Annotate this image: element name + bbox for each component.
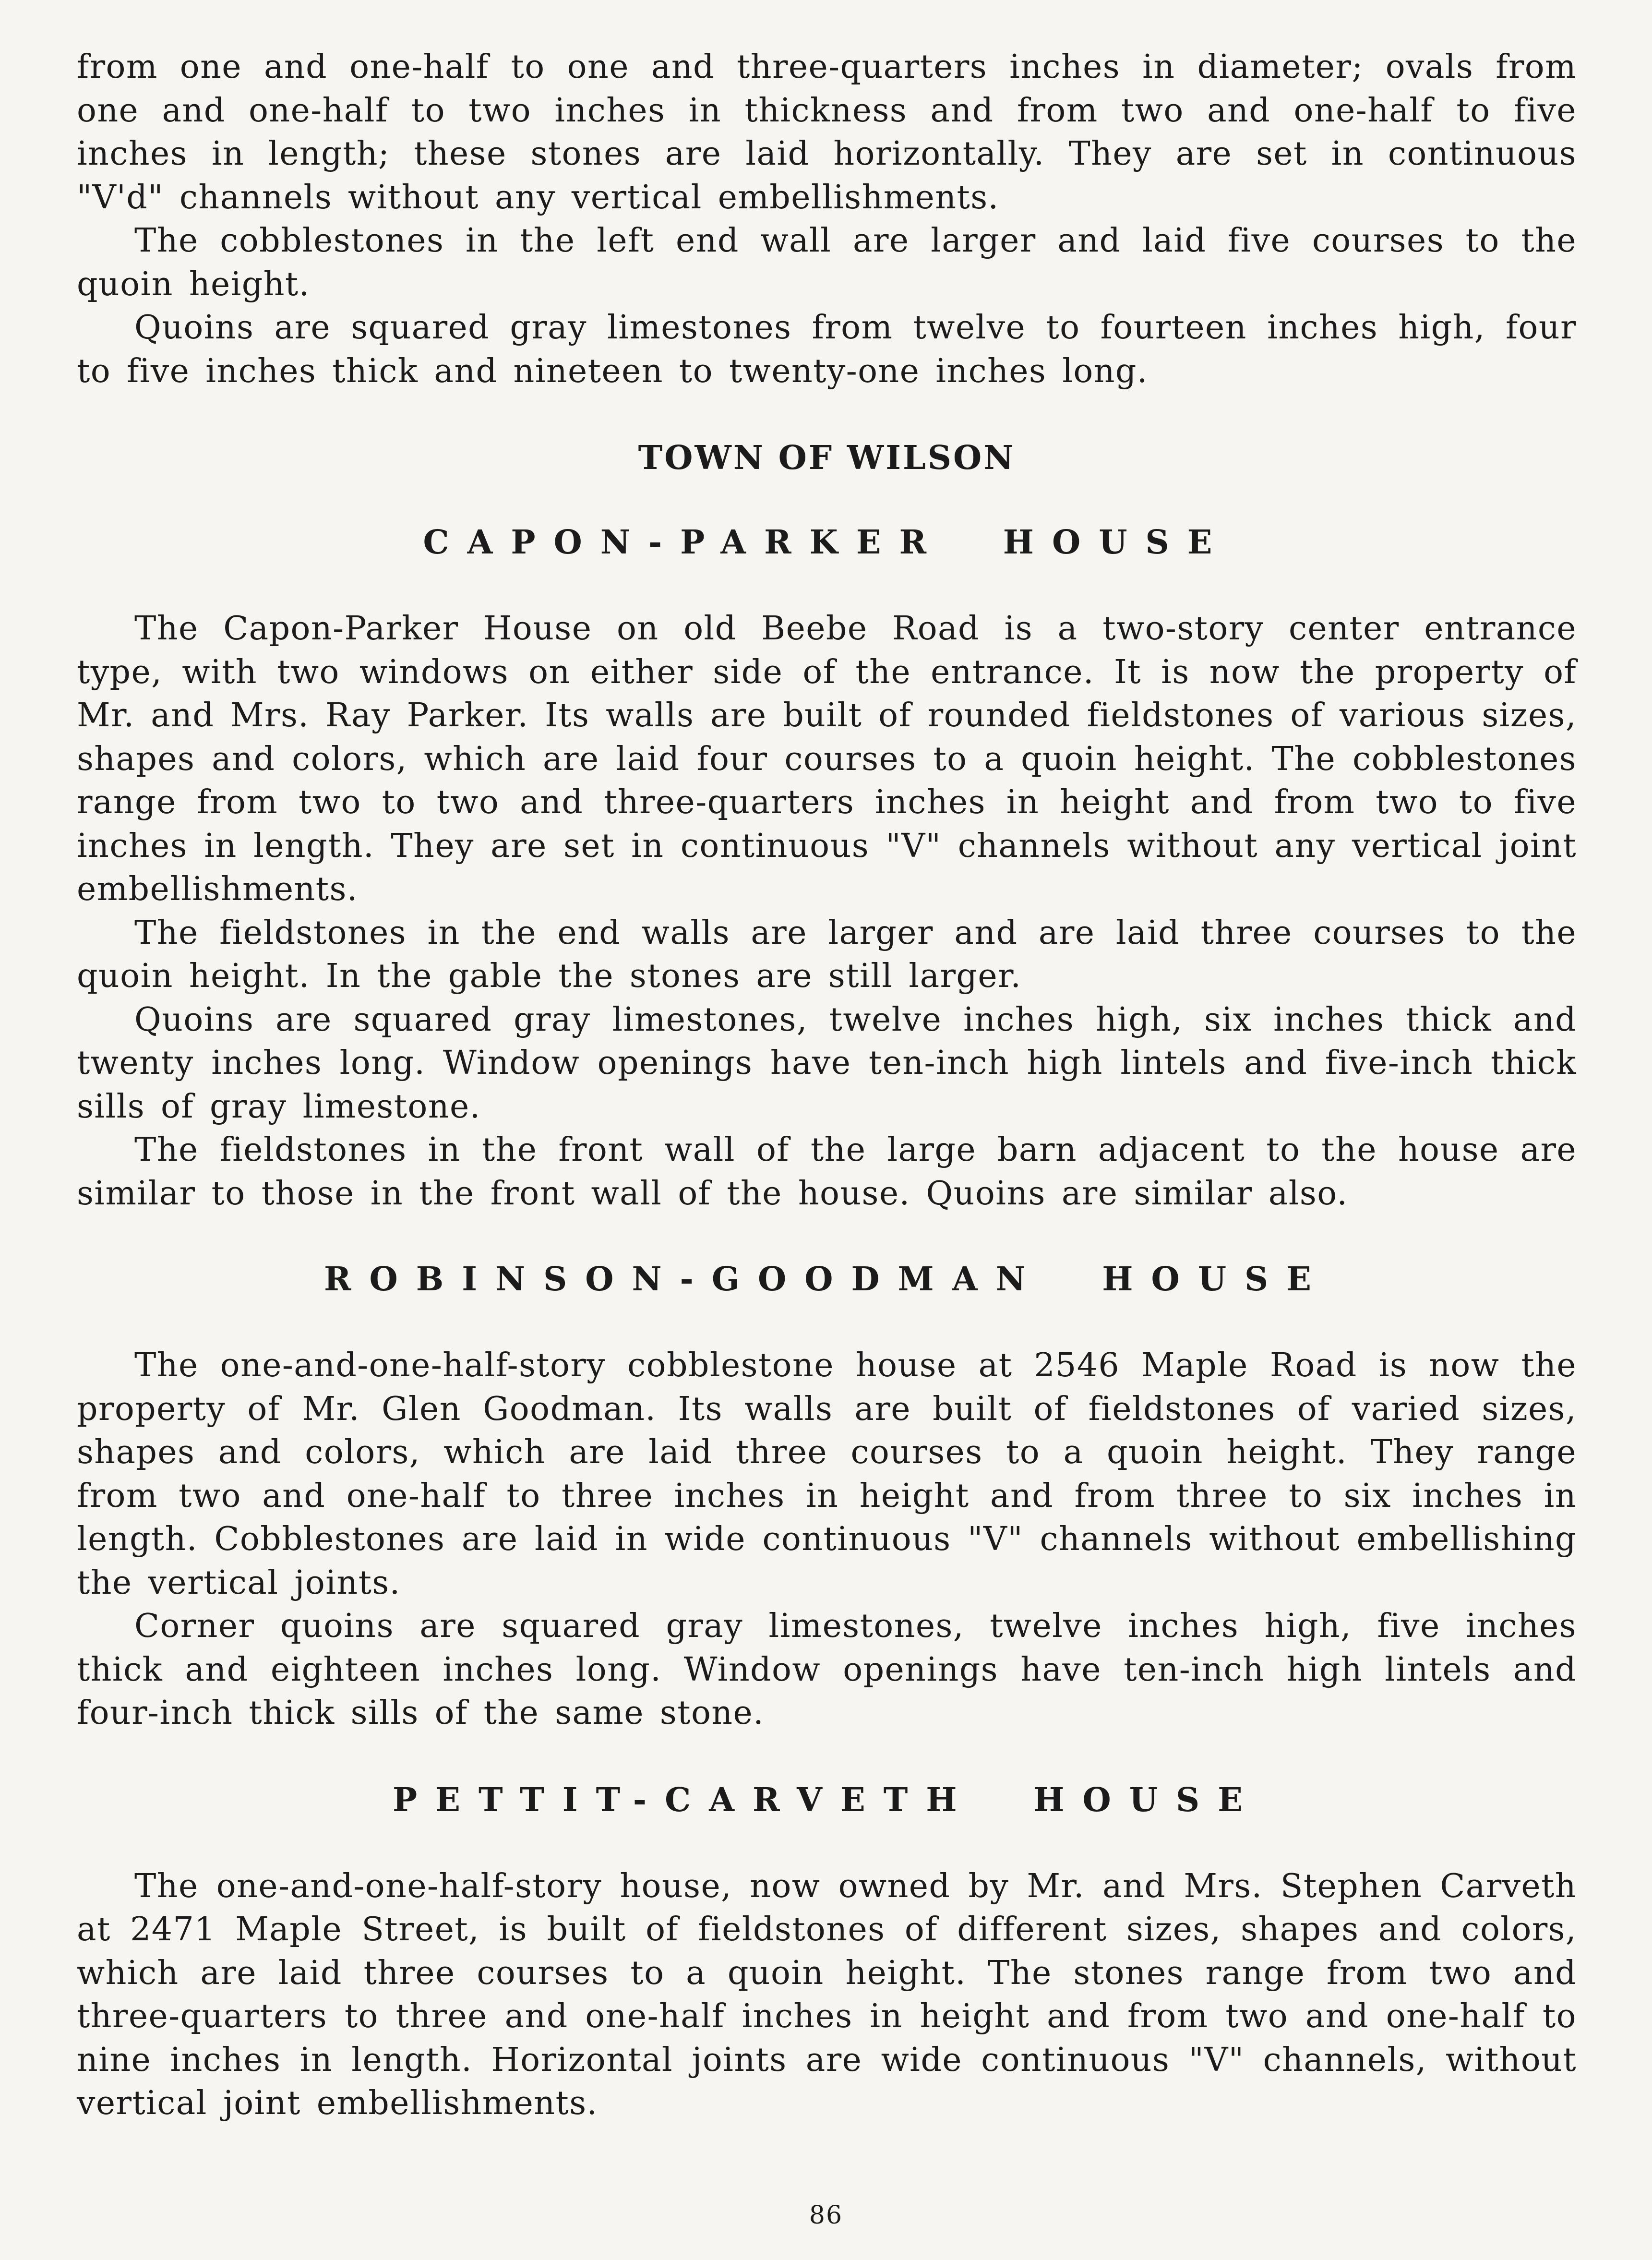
page-content bbox=[77, 46, 1577, 2126]
intro-paragraph-2: The cobblestones in the left end wall are larger and laid five courses to the quoin height. bbox=[77, 222, 1577, 303]
robinson-goodman-paragraph-1: The one-and-one-half-story cobblestone house at 2546 Maple Road is now the property of Mr. Glen Goodman. Its walls are built of fieldstones of varied sizes, shapes and colors, which are laid three courses to a quoin height. They range from two and one-half to three inches in height and from three to six inches in length. Cobblestones are laid in wide continuous "V" channels without embellishing the vertical joints. bbox=[77, 1346, 1577, 1602]
intro-paragraph-3: Quoins are squared gray limestones from twelve to fourteen inches high, four to five inches thick and nineteen to twenty-one inches long. bbox=[77, 309, 1577, 390]
capon-parker-paragraph-3: Quoins are squared gray limestones, twelve inches high, six inches thick and twenty inches long. Window openings have ten-inch high lintels and five-inch thick sills of gray limestone. bbox=[77, 1000, 1577, 1126]
page-number: 86 bbox=[809, 2201, 843, 2230]
capon-parker-paragraph-4: The fieldstones in the front wall of the large barn adjacent to the house are similar to those in the front wall of the house. Quoins are similar also. bbox=[77, 1131, 1577, 1213]
intro-paragraph-1: from one and one-half to one and three-quarters inches in diameter; ovals from one and one-half to two inches in thickness and from two and one-half to five inches in length; these stones are laid horizontally. They are set in continuous "V'd" channels without any vertical embellishments. bbox=[77, 48, 1577, 216]
capon-parker-paragraph-1: The Capon-Parker House on old Beebe Road is a two-story center entrance type, with two windows on either side of the entrance. It is now the property of Mr. and Mrs. Ray Parker. Its walls are built of rounded fieldstones of various sizes, shapes and colors, which are laid four courses to a quoin height. The cobblestones range from two to two and three-quarters inches in height and from two to five inches in length. They are set in continuous "V" channels without any vertical joint embellishments. bbox=[77, 610, 1577, 908]
capon-parker-heading: CAPON-PARKER HOUSE bbox=[423, 523, 1231, 562]
pettit-carveth-paragraph-1: The one-and-one-half-story house, now owned by Mr. and Mrs. Stephen Carveth at 2471 Maple Street, is built of fieldstones of different sizes, shapes and colors, which are laid three courses to a quoin height. The stones range from two and three-quarters to three and one-half inches in height and from two and one-half to nine inches in length. Horizontal joints are wide continuous "V" channels, without vertical joint embellishments. bbox=[77, 1867, 1577, 2122]
robinson-goodman-heading: ROBINSON-GOODMAN HOUSE bbox=[324, 1260, 1329, 1298]
pettit-carveth-heading: PETTIT-CARVETH HOUSE bbox=[393, 1780, 1261, 1819]
robinson-goodman-paragraph-2: Corner quoins are squared gray limestones, twelve inches high, five inches thick and eighteen inches long. Window openings have ten-inch high lintels and four-inch thick sills of the same stone. bbox=[77, 1607, 1577, 1732]
town-heading: TOWN OF WILSON bbox=[638, 439, 1016, 477]
capon-parker-paragraph-2: The fieldstones in the end walls are larger and are laid three courses to the quoin height. In the gable the stones are still larger. bbox=[77, 914, 1577, 995]
